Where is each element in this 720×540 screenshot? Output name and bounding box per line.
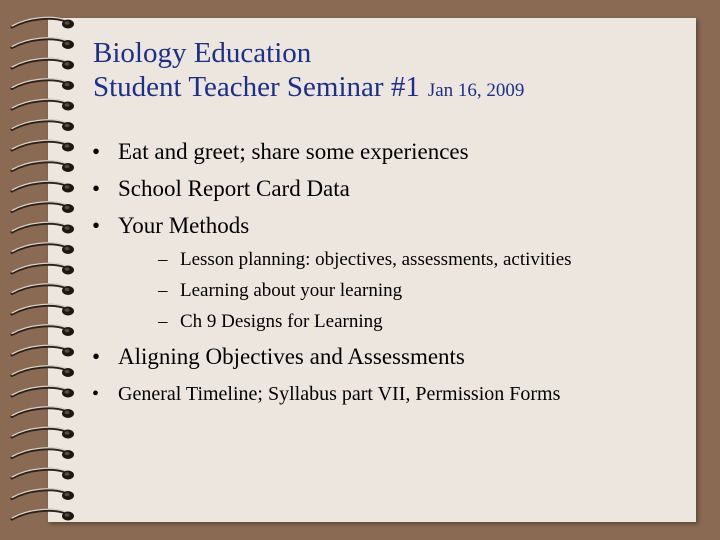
sub-bullet-text: Lesson planning: objectives, assessments, activities (180, 249, 572, 270)
sub-bullet-text: Ch 9 Designs for Learning (180, 311, 383, 332)
bullet-icon: • (92, 176, 101, 201)
slide-content (88, 140, 688, 419)
title-line-2-text: Student Teacher Seminar #1 (93, 71, 420, 103)
title-line-1: Biology Education (93, 37, 312, 69)
bullet-text: General Timeline; Syllabus part VII, Permission Forms (118, 383, 561, 405)
bullet-item (88, 345, 688, 369)
bullet-text: Your Methods (118, 213, 250, 238)
bullet-text: Aligning Objectives and Assessments (118, 344, 465, 369)
bullet-icon: • (92, 344, 101, 369)
sub-bullet-text: Learning about your learning (180, 280, 403, 301)
bullet-icon: • (92, 213, 101, 238)
sub-bullet-item (118, 281, 688, 301)
spiral-binding-icon (0, 0, 90, 540)
dash-icon: – (158, 249, 168, 270)
bullet-icon: • (92, 139, 101, 164)
title-line-2 (93, 70, 524, 108)
slide-date: Jan 16, 2009 (427, 80, 525, 101)
sub-bullet-item (118, 312, 688, 332)
dash-icon: – (158, 311, 168, 332)
bullet-item (88, 214, 688, 332)
bullet-list (88, 140, 688, 406)
sub-bullet-list (118, 250, 688, 332)
bullet-item (88, 382, 688, 406)
bullet-icon: • (92, 383, 100, 405)
bullet-item (88, 177, 688, 201)
bullet-text: Eat and greet; share some experiences (118, 139, 469, 164)
sub-bullet-item (118, 250, 688, 270)
bullet-item (88, 140, 688, 164)
slide-title (93, 36, 524, 108)
bullet-text: School Report Card Data (118, 176, 350, 201)
dash-icon: – (158, 280, 168, 301)
